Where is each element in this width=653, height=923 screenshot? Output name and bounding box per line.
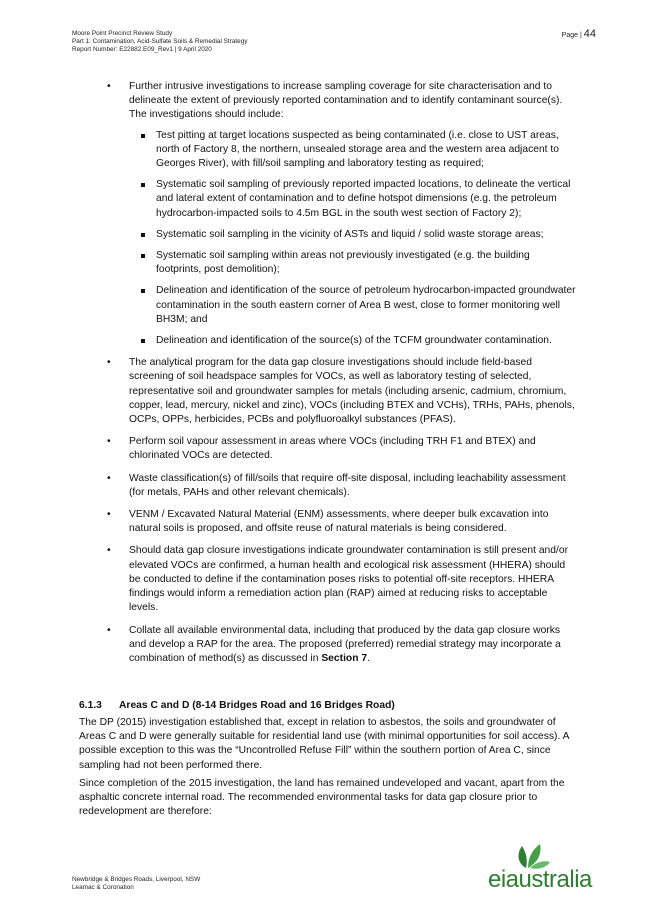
company-logo [488,842,598,894]
bullet-item [107,80,577,348]
page-number-value: 44 [583,28,596,40]
bullet-item [107,508,577,536]
sub-item-text: Systematic soil sampling within areas not previously investigated (e.g. the building footprints, post demolition); [156,250,530,276]
bullet-text: The analytical program for the data gap closure investigations should include field-based screening of soil headspace samples for VOCs, as well as laboratory testing of selected, representative soil and groundwater samples for metals (including arsenic, cadmium, chromium, copper, lead, mercury, nickel and zinc), VOCs (including BTEX and VCHs), TRHs, PAHs, phenols, OCPs, OPPs, herbicides, PCBs and polyfluoroalkyl substances (PFAS). [129,357,575,426]
logo-wordmark: eiaustralia [488,866,592,893]
sub-item [129,228,577,242]
sub-item-text: Delineation and identification of the source(s) of the TCFM groundwater contamination. [156,335,552,347]
square-bullet-icon [141,254,145,258]
sub-item-text: Systematic soil sampling of previously reported impacted locations, to delineate the vertical and lateral extent of contamination and to define hotspot dimensions (e.g. the petroleum hydrocarbon-impacted soils to 4.5m BGL in the south west section of Factory 2); [156,179,571,219]
section-reference: Section 7 [321,652,368,664]
bullet-text: Further intrusive investigations to increase sampling coverage for site characterisation and to delineate the extent of previously reported contamination and to identify contaminant source(s). The investigations should include: [129,81,563,121]
sub-item [129,178,577,221]
bullet-icon: • [107,436,111,448]
bullet-text: VENM / Excavated Natural Material (ENM) assessments, where deeper bulk excavation into natural soils is proposed, and offsite reuse of natural materials is being considered. [129,509,549,535]
bullet-item [107,544,577,615]
bullet-icon: • [107,624,111,636]
bullet-icon: • [107,81,111,92]
page-header [72,30,247,54]
section-number: 6.1.3 [79,700,102,711]
header-subtitle: Part 1: Contamination, Acid-Sulfate Soils & Remedial Strategy [72,38,248,45]
sub-item [129,334,577,348]
square-bullet-icon [141,134,145,138]
footer-location: Newbridge & Bridges Roads, Liverpool, NSW [72,876,201,883]
page-number [562,28,596,40]
bullet-text-end: . [367,652,370,664]
sub-item-text: Systematic soil sampling in the vicinity of ASTs and liquid / solid waste storage areas; [156,228,544,240]
header-title: Moore Point Precinct Review Study [72,30,173,37]
sub-item [129,284,577,327]
section-title: Areas C and D (8-14 Bridges Road and 16 Bridges Road) [119,700,395,711]
square-bullet-icon [141,339,145,343]
bullet-icon: • [107,472,111,484]
footer-client: Leamac & Coronation [72,884,134,891]
bullet-icon: • [107,509,111,521]
bullet-text: Should data gap closure investigations indicate groundwater contamination is still present and/or elevated VOCs are confirmed, a human health and ecological risk assessment (HHERA) should be conducted to define if the contamination poses risks to potential off-site receptors. HHERA findings would inform a remediation action plan (RAP) aimed at reducing risks to acceptable levels. [129,545,569,614]
square-bullet-icon [141,233,145,237]
sub-item [129,249,577,277]
bullet-item [107,472,577,500]
bullet-item [107,356,577,427]
sub-item [129,129,577,172]
bullet-item [107,624,577,667]
paragraph: The DP (2015) investigation established that, except in relation to asbestos, the soils and groundwater of Areas C and D were generally suitable for residential land use (with minimal opportunities for soil access). A possible exception to this was the “Uncontrolled Refuse Fill” within the southern portion of Area C, since sampling had not been performed there. [79,717,569,771]
sub-item-text: Test pitting at target locations suspected as being contaminated (i.e. close to UST areas, north of Factory 8, the northern, unsealed storage area and the western area adjacent to Georges River), with fill/soil sampling and laboratory testing as required; [156,129,559,170]
page-label: Page | [561,32,582,39]
paragraph: Since completion of the 2015 investigation, the land has remained undeveloped and vacant, apart from the asphaltic concrete internal road. The recommended environmental tasks for data gap closure prior to redevelopment are therefore: [79,778,565,818]
section-heading [79,700,395,711]
square-bullet-icon [141,289,145,293]
bullet-text: Waste classification(s) of fill/soils that require off-site disposal, including leachability assessment (for metals, PAHs and other relevant chemicals). [129,472,566,498]
bullet-text [129,624,577,667]
bullet-list [107,80,577,674]
sub-item-text: Delineation and identification of the source of petroleum hydrocarbon-impacted groundwater contamination in the south eastern corner of Area B west, close to former monitoring well BH3M; and [156,285,576,325]
bullet-text-part: Collate all available environmental data, including that produced by the data gap closure works and develop a RAP for the area. The proposed (preferred) remedial strategy may incorporate a combination of method(s) as discussed in [129,624,561,664]
square-bullet-icon [141,183,145,187]
bullet-icon: • [107,357,111,369]
page-footer [72,876,200,892]
bullet-text: Perform soil vapour assessment in areas where VOCs (including TRH F1 and BTEX) and chlorinated VOCs are detected. [129,436,536,462]
bullet-item [107,435,577,463]
bullet-icon: • [107,545,111,557]
sub-list [129,129,577,349]
header-report-number: Report Number: E22882.E09_Rev1 | 9 April 2020 [72,46,212,53]
